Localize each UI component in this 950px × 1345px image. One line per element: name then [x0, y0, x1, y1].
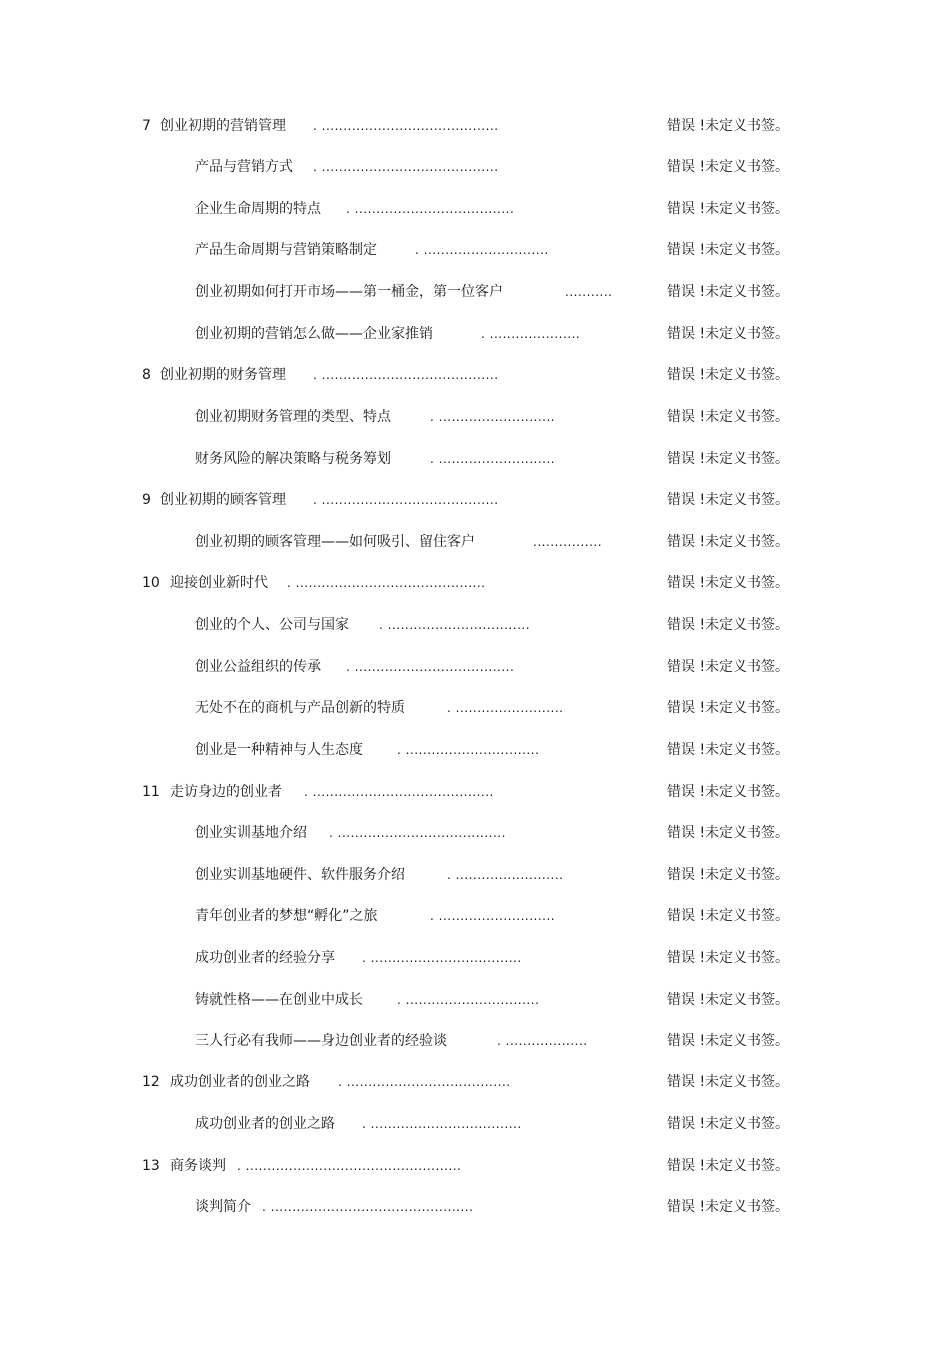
toc-chapter-number: 11	[142, 784, 160, 800]
toc-dot-leader: . ...........................	[430, 410, 556, 424]
toc-dot-leader: . ...............................	[397, 743, 540, 757]
toc-dot-leader: . .........................................	[313, 368, 499, 382]
toc-chapter-entry[interactable]	[0, 363, 950, 387]
toc-dot-leader: . ...........................	[430, 452, 556, 466]
toc-dot-leader: . ...............................................	[262, 1200, 474, 1214]
toc-section-entry[interactable]	[0, 530, 950, 554]
toc-entry-title: 创业实训基地介绍	[195, 825, 307, 841]
toc-chapter-entry[interactable]	[0, 114, 950, 138]
toc-page-reference: 错误 !未定义书签。	[667, 908, 790, 924]
toc-page-reference: 错误 !未定义书签。	[667, 242, 790, 258]
toc-entry-title: 产品生命周期与营销策略制定	[195, 242, 377, 258]
toc-page-reference: 错误 !未定义书签。	[667, 492, 790, 508]
toc-section-entry[interactable]	[0, 238, 950, 262]
toc-section-entry[interactable]	[0, 738, 950, 762]
toc-dot-leader: . ...................................	[362, 951, 522, 965]
toc-chapter-number: 9	[142, 492, 151, 508]
toc-entry-title: 创业初期如何打开市场——第一桶金，第一位客户	[195, 284, 503, 300]
toc-dot-leader: . ..........................................	[304, 785, 494, 799]
toc-page-reference: 错误 !未定义书签。	[667, 1116, 790, 1132]
toc-page-reference: 错误 !未定义书签。	[667, 950, 790, 966]
toc-dot-leader: . .........................................	[313, 119, 499, 133]
toc-section-entry[interactable]	[0, 988, 950, 1012]
toc-entry-title: 成功创业者的创业之路	[170, 1074, 310, 1090]
toc-entry-title: 走访身边的创业者	[170, 784, 282, 800]
toc-section-entry[interactable]	[0, 405, 950, 429]
toc-chapter-entry[interactable]	[0, 1154, 950, 1178]
toc-page-reference: 错误 !未定义书签。	[667, 784, 790, 800]
toc-page-reference: 错误 !未定义书签。	[667, 201, 790, 217]
toc-chapter-number: 13	[142, 1158, 160, 1174]
toc-page-reference: 错误 !未定义书签。	[667, 1199, 790, 1215]
toc-chapter-entry[interactable]	[0, 780, 950, 804]
toc-page-reference: 错误 !未定义书签。	[667, 617, 790, 633]
toc-page-reference: 错误 !未定义书签。	[667, 451, 790, 467]
toc-dot-leader: . .........................................	[313, 493, 499, 507]
toc-entry-title: 创业的个人、公司与国家	[195, 617, 349, 633]
toc-page-reference: 错误 !未定义书签。	[667, 118, 790, 134]
toc-dot-leader: . ...............................	[397, 993, 540, 1007]
toc-entry-title: 创业初期的营销管理	[160, 118, 286, 134]
toc-entry-title: 成功创业者的经验分享	[195, 950, 335, 966]
toc-section-entry[interactable]	[0, 197, 950, 221]
toc-section-entry[interactable]	[0, 155, 950, 179]
toc-section-entry[interactable]	[0, 946, 950, 970]
toc-entry-title: 三人行必有我师——身边创业者的经验谈	[195, 1033, 447, 1049]
toc-section-entry[interactable]	[0, 613, 950, 637]
toc-entry-title: 创业公益组织的传承	[195, 659, 321, 675]
toc-entry-title: 创业是一种精神与人生态度	[195, 742, 363, 758]
toc-chapter-entry[interactable]	[0, 488, 950, 512]
toc-entry-title: 无处不在的商机与产品创新的特质	[195, 700, 405, 716]
toc-dot-leader: . .........................	[447, 868, 564, 882]
toc-dot-leader: . .........................	[447, 701, 564, 715]
toc-dot-leader: . ..................................................	[237, 1159, 462, 1173]
toc-dot-leader: . ...........................	[430, 909, 556, 923]
toc-dot-leader: . .....................	[481, 327, 581, 341]
toc-entry-title: 迎接创业新时代	[170, 575, 268, 591]
toc-dot-leader: . .........................................	[313, 160, 499, 174]
toc-entry-title: 青年创业者的梦想“孵化”之旅	[195, 908, 378, 924]
toc-page-reference: 错误 !未定义书签。	[667, 1033, 790, 1049]
toc-dot-leader: . ...................................	[362, 1117, 522, 1131]
toc-page-reference: 错误 !未定义书签。	[667, 534, 790, 550]
toc-page-reference: 错误 !未定义书签。	[667, 825, 790, 841]
toc-entry-title: 创业初期的顾客管理	[160, 492, 286, 508]
toc-section-entry[interactable]	[0, 1195, 950, 1219]
toc-entry-title: 创业初期的顾客管理——如何吸引、留住客户	[195, 534, 475, 550]
toc-entry-title: 成功创业者的创业之路	[195, 1116, 335, 1132]
toc-page-reference: 错误 !未定义书签。	[667, 284, 790, 300]
toc-section-entry[interactable]	[0, 863, 950, 887]
toc-dot-leader: . .............................	[415, 243, 549, 257]
toc-page-reference: 错误 !未定义书签。	[667, 992, 790, 1008]
toc-chapter-entry[interactable]	[0, 1070, 950, 1094]
toc-section-entry[interactable]	[0, 904, 950, 928]
toc-page-reference: 错误 !未定义书签。	[667, 159, 790, 175]
toc-entry-title: 谈判简介	[195, 1199, 251, 1215]
toc-dot-leader: . ............................................	[287, 576, 486, 590]
toc-section-entry[interactable]	[0, 655, 950, 679]
toc-chapter-number: 7	[142, 118, 151, 134]
toc-section-entry[interactable]	[0, 821, 950, 845]
toc-dot-leader: ...........	[565, 285, 613, 299]
toc-dot-leader: . .......................................	[329, 826, 506, 840]
toc-section-entry[interactable]	[0, 322, 950, 346]
toc-page-reference: 错误 !未定义书签。	[667, 409, 790, 425]
toc-section-entry[interactable]	[0, 447, 950, 471]
toc-chapter-number: 10	[142, 575, 160, 591]
toc-dot-leader: . .....................................	[346, 660, 515, 674]
toc-entry-title: 铸就性格——在创业中成长	[195, 992, 363, 1008]
toc-entry-title: 财务风险的解决策略与税务筹划	[195, 451, 391, 467]
toc-section-entry[interactable]	[0, 280, 950, 304]
toc-entry-title: 产品与营销方式	[195, 159, 293, 175]
toc-dot-leader: . ...................	[497, 1034, 588, 1048]
toc-dot-leader: ................	[533, 535, 603, 549]
toc-entry-title: 创业实训基地硬件、软件服务介绍	[195, 867, 405, 883]
toc-page-reference: 错误 !未定义书签。	[667, 742, 790, 758]
toc-section-entry[interactable]	[0, 696, 950, 720]
toc-dot-leader: . .................................	[379, 618, 531, 632]
toc-section-entry[interactable]	[0, 1029, 950, 1053]
toc-page-reference: 错误 !未定义书签。	[667, 326, 790, 342]
toc-page-reference: 错误 !未定义书签。	[667, 1074, 790, 1090]
toc-entry-title: 创业初期的财务管理	[160, 367, 286, 383]
toc-page-reference: 错误 !未定义书签。	[667, 867, 790, 883]
toc-dot-leader: . ......................................	[338, 1075, 511, 1089]
toc-page-reference: 错误 !未定义书签。	[667, 659, 790, 675]
toc-chapter-number: 8	[142, 367, 151, 383]
toc-page-reference: 错误 !未定义书签。	[667, 575, 790, 591]
toc-page-reference: 错误 !未定义书签。	[667, 700, 790, 716]
toc-dot-leader: . .....................................	[346, 202, 515, 216]
toc-chapter-number: 12	[142, 1074, 160, 1090]
toc-page-reference: 错误 !未定义书签。	[667, 1158, 790, 1174]
toc-page-reference: 错误 !未定义书签。	[667, 367, 790, 383]
toc-entry-title: 商务谈判	[170, 1158, 226, 1174]
toc-entry-title: 创业初期财务管理的类型、特点	[195, 409, 391, 425]
toc-section-entry[interactable]	[0, 1112, 950, 1136]
toc-chapter-entry[interactable]	[0, 571, 950, 595]
toc-entry-title: 企业生命周期的特点	[195, 201, 321, 217]
toc-entry-title: 创业初期的营销怎么做——企业家推销	[195, 326, 433, 342]
